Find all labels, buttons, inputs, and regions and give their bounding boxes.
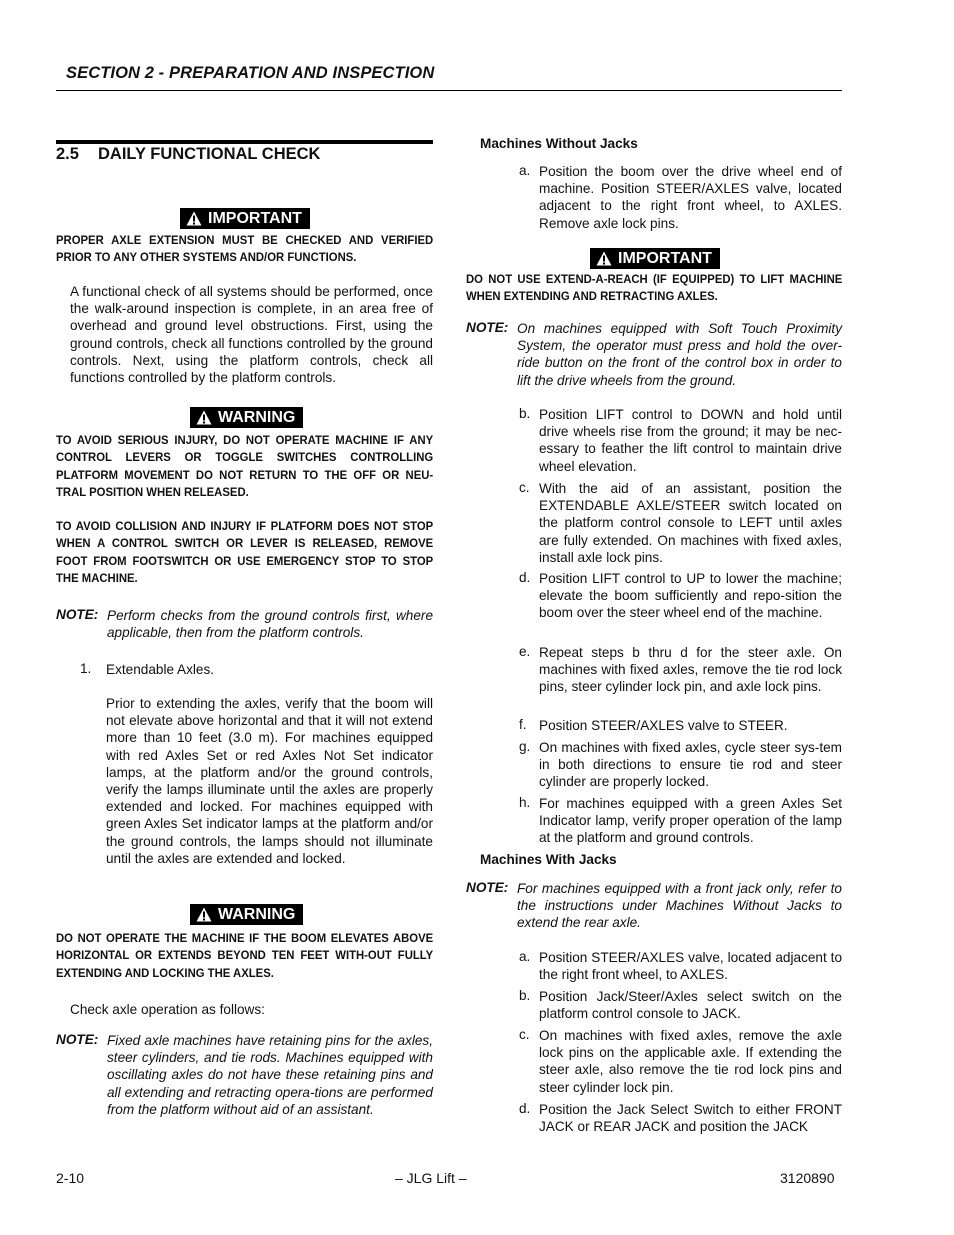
step-text: Position STEER/AXLES valve to STEER. [539, 718, 788, 733]
warning-triangle-icon [196, 410, 212, 425]
list-item-title: Extendable Axles. [106, 662, 215, 677]
header-rule [56, 90, 842, 91]
note-label: NOTE: [56, 607, 99, 622]
step-letter: h. [519, 795, 531, 810]
document-number: 3120890 [780, 1170, 835, 1186]
step-letter: g. [519, 739, 531, 754]
step-letter: f. [519, 717, 527, 732]
warning-text-3: DO NOT OPERATE THE MACHINE IF THE BOOM ELEVATES ABOVE HORIZONTAL OR EXTENDS BEYOND TEN FEET WITH-OUT FULLY EXTENDING AND LOCKING THE AXLES. [56, 931, 434, 980]
warning-text-2: TO AVOID COLLISION AND INJURY IF PLATFORM DOES NOT STOP WHEN A CONTROL SWITCH OR LEVER IS RELEASED, REMOVE FOOT FROM FOOTSWITCH OR USE EMERGENCY STOP TO STOP THE MACHINE. [56, 519, 434, 585]
important-badge [590, 248, 720, 269]
step-text: Position LIFT control to UP to lower the machine; elevate the boom sufficiently and repo-sition the boom over the steer wheel end of the machine. [539, 571, 842, 621]
note-label: NOTE: [466, 320, 509, 335]
step-text: For machines equipped with a green Axles Set Indicator lamp, verify proper operation of the lamp at the platform and ground controls. [539, 796, 842, 846]
footer-center: – JLG Lift – [395, 1170, 467, 1186]
important-text: DO NOT USE EXTEND-A-REACH (IF EQUIPPED) TO LIFT MACHINE WHEN EXTENDING AND RETRACTING AXLES. [466, 272, 843, 304]
warning-badge [190, 407, 303, 428]
warning-triangle-icon [596, 251, 612, 266]
note-text: On machines equipped with Soft Touch Proximity System, the operator must press and hold the over-ride button on the front of the control box in order to lift the drive wheels from the ground. [517, 321, 842, 388]
step-text: Position STEER/AXLES valve, located adjacent to the right front wheel, to AXLES. [539, 950, 842, 983]
step-text: On machines with fixed axles, cycle steer sys-tem in both directions to ensure tie rod and steer cylinder are properly locked. [539, 740, 842, 790]
step-letter: c. [519, 480, 530, 495]
important-text: PROPER AXLE EXTENSION MUST BE CHECKED AND VERIFIED PRIOR TO ANY OTHER SYSTEMS AND/OR FUNCTIONS. [56, 233, 434, 265]
section-title [56, 145, 320, 164]
important-badge [180, 208, 310, 229]
step-text: With the aid of an assistant, position the EXTENDABLE AXLE/STEER switch located on the platform control console to LEFT until axles are fully extended. On machines with fixed axles, install axle lock pins. [539, 481, 842, 565]
important-label: IMPORTANT [618, 250, 712, 267]
section-title-text: DAILY FUNCTIONAL CHECK [98, 145, 321, 163]
note-text: Perform checks from the ground controls first, where applicable, then from the platform controls. [107, 608, 433, 641]
step-letter: d. [519, 1101, 531, 1116]
step-text: Position the Jack Select Switch to either FRONT JACK or REAR JACK and position the JACK [539, 1102, 842, 1135]
section-header: SECTION 2 - PREPARATION AND INSPECTION [66, 64, 435, 82]
subheading: Machines With Jacks [480, 852, 617, 867]
step-letter: b. [519, 406, 531, 421]
step-letter: d. [519, 570, 531, 585]
warning-triangle-icon [196, 907, 212, 922]
intro-paragraph: A functional check of all systems should be performed, once the walk-around inspection is complete, in an area free of overhead and ground level obstructions. First, using the ground controls, check all functions controlled by the ground controls. Next, using the platform controls, check all functions controlled by the platform controls. [70, 284, 433, 386]
step-letter: e. [519, 644, 531, 659]
step-text: Repeat steps b thru d for the steer axle. On machines with fixed axles, remove the tie rod lock pins, steer cylinder lock pin, and axle lock pins. [539, 645, 842, 695]
important-label: IMPORTANT [208, 210, 302, 227]
warning-badge [190, 904, 303, 925]
step-text: Position the boom over the drive wheel end of machine. Position STEER/AXLES valve, located adjacent to the right front wheel, to AXLES. Remove axle lock pins. [539, 164, 842, 231]
note-text: For machines equipped with a front jack only, refer to the instructions under Machines Without Jacks to extend the rear axle. [517, 881, 842, 931]
warning-label: WARNING [218, 906, 296, 923]
page-number: 2-10 [56, 1170, 85, 1186]
warning-label: WARNING [218, 409, 296, 426]
note-label: NOTE: [466, 880, 509, 895]
step-text: On machines with fixed axles, remove the axle lock pins on the applicable axle. If extending the steer axle, also remove the tie rod lock pins and steer cylinder lock pin. [539, 1028, 842, 1095]
note-label: NOTE: [56, 1032, 99, 1047]
step-text: Position Jack/Steer/Axles select switch on the platform control console to JACK. [539, 989, 842, 1022]
step-letter: b. [519, 988, 531, 1003]
step-text: Position LIFT control to DOWN and hold until drive wheels rise from the ground; it may be nec-essary to feather the lift control to maintain drive wheel elevation. [539, 407, 842, 474]
list-number: 1. [80, 661, 92, 676]
warning-triangle-icon [186, 211, 202, 226]
step-letter: c. [519, 1027, 530, 1042]
axle-paragraph: Prior to extending the axles, verify that the boom will not elevate above horizontal and that it will not extend more than 10 feet (3.0 m). For machines equipped with red Axles Set or red Axles Not Set indicator lamps, at the platform and/or the ground controls, verify the lamps illuminate until the axles are properly extended and locked. For machines equipped with green Axles Set indicator lamps at the platform and/or the ground controls, the lamps should not illuminate until the axles are extended and locked. [106, 696, 433, 866]
step-letter: a. [519, 949, 531, 964]
note-text: Fixed axle machines have retaining pins for the axles, steer cylinders, and tie rods. Machines equipped with oscillating axles do not have these retaining pins and all extending and retracting opera-tions are performed from the platform without aid of an assistant. [107, 1033, 433, 1117]
subheading: Machines Without Jacks [480, 136, 638, 151]
heading-bar [56, 140, 433, 144]
step-letter: a. [519, 163, 531, 178]
warning-text-1: TO AVOID SERIOUS INJURY, DO NOT OPERATE MACHINE IF ANY CONTROL LEVERS OR TOGGLE SWITCHES CONTROLLING PLATFORM MOVEMENT DO NOT RETURN TO THE OFF OR NEU-TRAL POSITION WHEN RELEASED. [56, 433, 434, 499]
check-axle-text: Check axle operation as follows: [70, 1002, 265, 1017]
section-number: 2.5 [56, 145, 79, 163]
